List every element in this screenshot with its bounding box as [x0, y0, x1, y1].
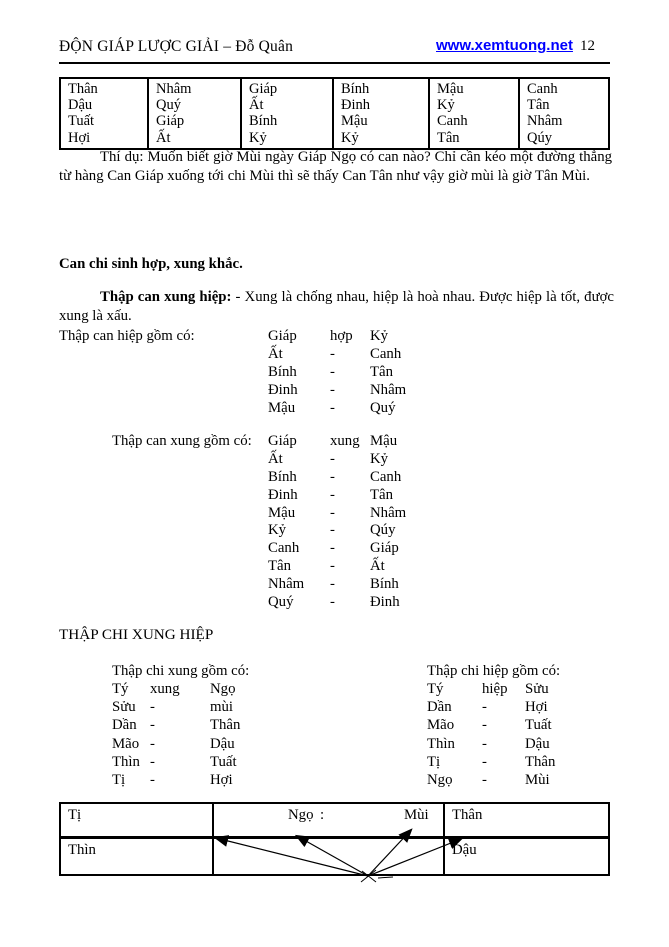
can-hiep-list [268, 328, 406, 417]
chi-hiep-label: Thập chi hiệp gồm có: [427, 663, 561, 679]
pair-a: Ngọ [427, 771, 453, 788]
pair-b: Quý [370, 399, 396, 416]
pair-row [112, 681, 240, 699]
pair-row [268, 451, 406, 469]
pair-a: Giáp [268, 433, 297, 449]
cell-line: Bính [341, 81, 370, 97]
pair-b: Qúy [370, 522, 396, 539]
pair-rel: - [330, 381, 335, 398]
pair-row [112, 717, 240, 735]
pair-row [268, 346, 406, 364]
pair-rel: - [482, 753, 487, 770]
header-right [436, 37, 595, 55]
cell-line: Kỷ [341, 129, 359, 146]
pair-b: Bính [370, 576, 399, 593]
pair-rel: - [482, 717, 487, 734]
cell-line: Thân [68, 81, 98, 97]
cell-line: Tân [527, 97, 550, 114]
table-cell: Tị [61, 804, 214, 839]
pair-b: Dậu [210, 735, 235, 752]
pair-row [268, 400, 406, 418]
pair-b: Thân [210, 717, 241, 734]
section-heading: Can chi sinh hợp, xung khắc. [59, 256, 243, 272]
pair-row [268, 576, 406, 594]
cell-line: Hợi [68, 129, 91, 146]
cell-line: Canh [437, 113, 468, 130]
cell-line: Kỷ [437, 97, 455, 114]
cell-line: Giáp [249, 81, 278, 97]
pair-row [268, 433, 406, 451]
pair-a: Thìn [112, 753, 140, 770]
table-cell [333, 78, 429, 149]
pair-rel: - [330, 504, 335, 521]
pair-b: Nhâm [370, 504, 407, 521]
pair-b: Hợi [525, 699, 548, 716]
pair-rel: xung [330, 433, 360, 449]
pair-rel: - [150, 771, 155, 788]
pair-rel: - [330, 486, 335, 503]
pair-row [112, 772, 240, 790]
page-title: ĐỘN GIÁP LƯỢC GIẢI – Đỗ Quân [59, 38, 294, 55]
pair-b: Hợi [210, 771, 233, 788]
pair-a: Tị [427, 753, 441, 770]
pair-row [268, 505, 406, 523]
pair-b: Mậu [370, 433, 398, 449]
pair-a: Tân [268, 558, 292, 575]
pair-a: Mậu [268, 399, 296, 416]
pair-rel: - [330, 540, 335, 557]
table-row [60, 78, 609, 149]
cell-line: Tuất [68, 113, 95, 130]
pair-a: Nhâm [268, 576, 305, 593]
pair-rel: - [150, 717, 155, 734]
pair-row [268, 469, 406, 487]
chi-diagram-table [59, 802, 610, 876]
pair-a: Bính [268, 363, 297, 380]
cell-line: Nhâm [156, 81, 192, 97]
cell-line: Dậu [68, 97, 93, 114]
pair-b: Kỷ [370, 328, 389, 344]
pair-a: Dần [112, 717, 137, 734]
pair-a: Đinh [268, 486, 298, 503]
pair-rel: hiệp [482, 681, 508, 697]
chi-section-heading: THẬP CHI XUNG HIỆP [59, 626, 214, 643]
pair-row [268, 382, 406, 400]
pair-rel: - [330, 363, 335, 380]
pair-b: Tuất [210, 753, 237, 770]
pair-a: Tý [427, 681, 444, 697]
table-cell: Dậu [452, 842, 477, 858]
pair-a: Ất [268, 345, 283, 362]
pair-a: Thìn [427, 735, 455, 752]
pair-a: Giáp [268, 328, 297, 344]
pair-row [268, 364, 406, 382]
chi-hiep-list [427, 681, 555, 790]
intro-bold-lead: Thập can xung hiệp: [100, 289, 232, 305]
website-link[interactable]: www.xemtuong.net [436, 37, 573, 54]
pair-row [427, 772, 555, 790]
pair-rel: - [330, 468, 335, 485]
table-cell [148, 78, 241, 149]
cell-line: Canh [527, 81, 558, 97]
pair-rel: - [482, 771, 487, 788]
pair-b: Tân [370, 363, 394, 380]
pair-a: Dần [427, 699, 452, 716]
example-paragraph: Thí dụ: Muốn biết giờ Mùi ngày Giáp Ngọ có can nào? Chỉ cần kéo một đường thẳng từ hàng Can Giáp xuống tới chi Mùi thì sẽ thấy Can Tân như vậy giờ mùi là giờ Tân Mùi. [59, 149, 612, 184]
pair-row [427, 754, 555, 772]
pair-rel: - [482, 735, 487, 752]
cell-line: Giáp [156, 113, 185, 130]
intro-text: - Xung là chống nhau, hiệp là hoà nhau. Được hiệp là tốt, được xung là xấu. [59, 289, 614, 324]
chi-xung-list [112, 681, 240, 790]
pair-rel: - [330, 594, 335, 611]
page-number: 12 [579, 38, 595, 54]
pair-a: Sửu [112, 699, 136, 716]
pair-b: Canh [370, 468, 402, 485]
pair-row [427, 717, 555, 735]
pair-a: Ất [268, 450, 283, 467]
pair-rel: - [330, 399, 335, 416]
pair-rel: - [330, 522, 335, 539]
cell-line: Qúy [527, 129, 552, 146]
can-chi-hour-table [59, 77, 610, 150]
pair-b: mùi [210, 699, 234, 716]
pair-a: Tị [112, 771, 126, 788]
header-divider [59, 62, 610, 64]
cell-line: Ất [249, 97, 264, 114]
pair-row [268, 540, 406, 558]
pair-row [268, 328, 406, 346]
pair-a: Bính [268, 468, 297, 485]
pair-rel: xung [150, 681, 180, 697]
pair-b: Tuất [525, 717, 552, 734]
table-cell [519, 78, 609, 149]
pair-a: Mão [112, 735, 140, 752]
pair-a: Đinh [268, 381, 298, 398]
pair-b: Sửu [525, 681, 549, 697]
cell-line: Đinh [341, 97, 370, 114]
cell-line: Quý [156, 97, 181, 114]
pair-row [427, 699, 555, 717]
pair-row [427, 681, 555, 699]
chi-xung-label: Thập chi xung gồm có: [112, 663, 250, 679]
pair-rel: - [482, 699, 487, 716]
pair-rel: hợp [330, 328, 353, 344]
pair-a: Tý [112, 681, 129, 697]
pair-rel: - [330, 558, 335, 575]
cell-line: Nhâm [527, 113, 563, 130]
table-cell [429, 78, 519, 149]
cell-line: Mậu [437, 81, 464, 97]
pair-b: Nhâm [370, 381, 407, 398]
pair-rel: - [330, 345, 335, 362]
pair-row [112, 754, 240, 772]
cell-line: Ất [156, 129, 171, 146]
diagram-colon: : [320, 807, 325, 823]
cell-line: Kỷ [249, 129, 267, 146]
intro-paragraph [59, 288, 614, 325]
pair-b: Ngọ [210, 681, 236, 697]
pair-rel: - [330, 450, 335, 467]
pair-b: Giáp [370, 540, 399, 557]
pair-b: Tân [370, 486, 394, 503]
pair-b: Thân [525, 753, 556, 770]
can-xung-list [268, 433, 406, 612]
pair-b: Kỷ [370, 450, 389, 467]
table-cell: Thìn [61, 839, 214, 874]
can-xung-label: Thập can xung gồm có: [112, 433, 252, 449]
pair-rel: - [150, 699, 155, 716]
pair-row [268, 558, 406, 576]
pair-rel: - [330, 576, 335, 593]
table-cell: Thân [445, 804, 608, 839]
pair-row [427, 736, 555, 754]
table-cell [241, 78, 333, 149]
cell-line: Tân [437, 129, 460, 146]
pair-rel: - [150, 753, 155, 770]
pair-b: Đinh [370, 594, 400, 611]
diagram-label-ngo: Ngọ [288, 807, 314, 823]
pair-b: Ất [370, 558, 385, 575]
pair-a: Quý [268, 594, 294, 611]
pair-row [268, 594, 406, 612]
pair-a: Mão [427, 717, 455, 734]
cell-line: Bính [249, 113, 278, 130]
pair-rel: - [150, 735, 155, 752]
pair-b: Canh [370, 345, 402, 362]
pair-row [112, 699, 240, 717]
pair-row [268, 487, 406, 505]
pair-a: Canh [268, 540, 300, 557]
can-hiep-label: Thập can hiệp gồm có: [59, 328, 195, 344]
diagram-label-mui: Mùi [404, 807, 429, 823]
pair-a: Kỷ [268, 522, 287, 539]
pair-b: Mùi [525, 771, 550, 788]
table-cell [60, 78, 148, 149]
pair-b: Dậu [525, 735, 550, 752]
table-cell [214, 804, 445, 839]
pair-row [268, 522, 406, 540]
cell-line: Mậu [341, 113, 368, 130]
table-cell [214, 839, 445, 874]
pair-a: Mậu [268, 504, 296, 521]
pair-row [112, 736, 240, 754]
